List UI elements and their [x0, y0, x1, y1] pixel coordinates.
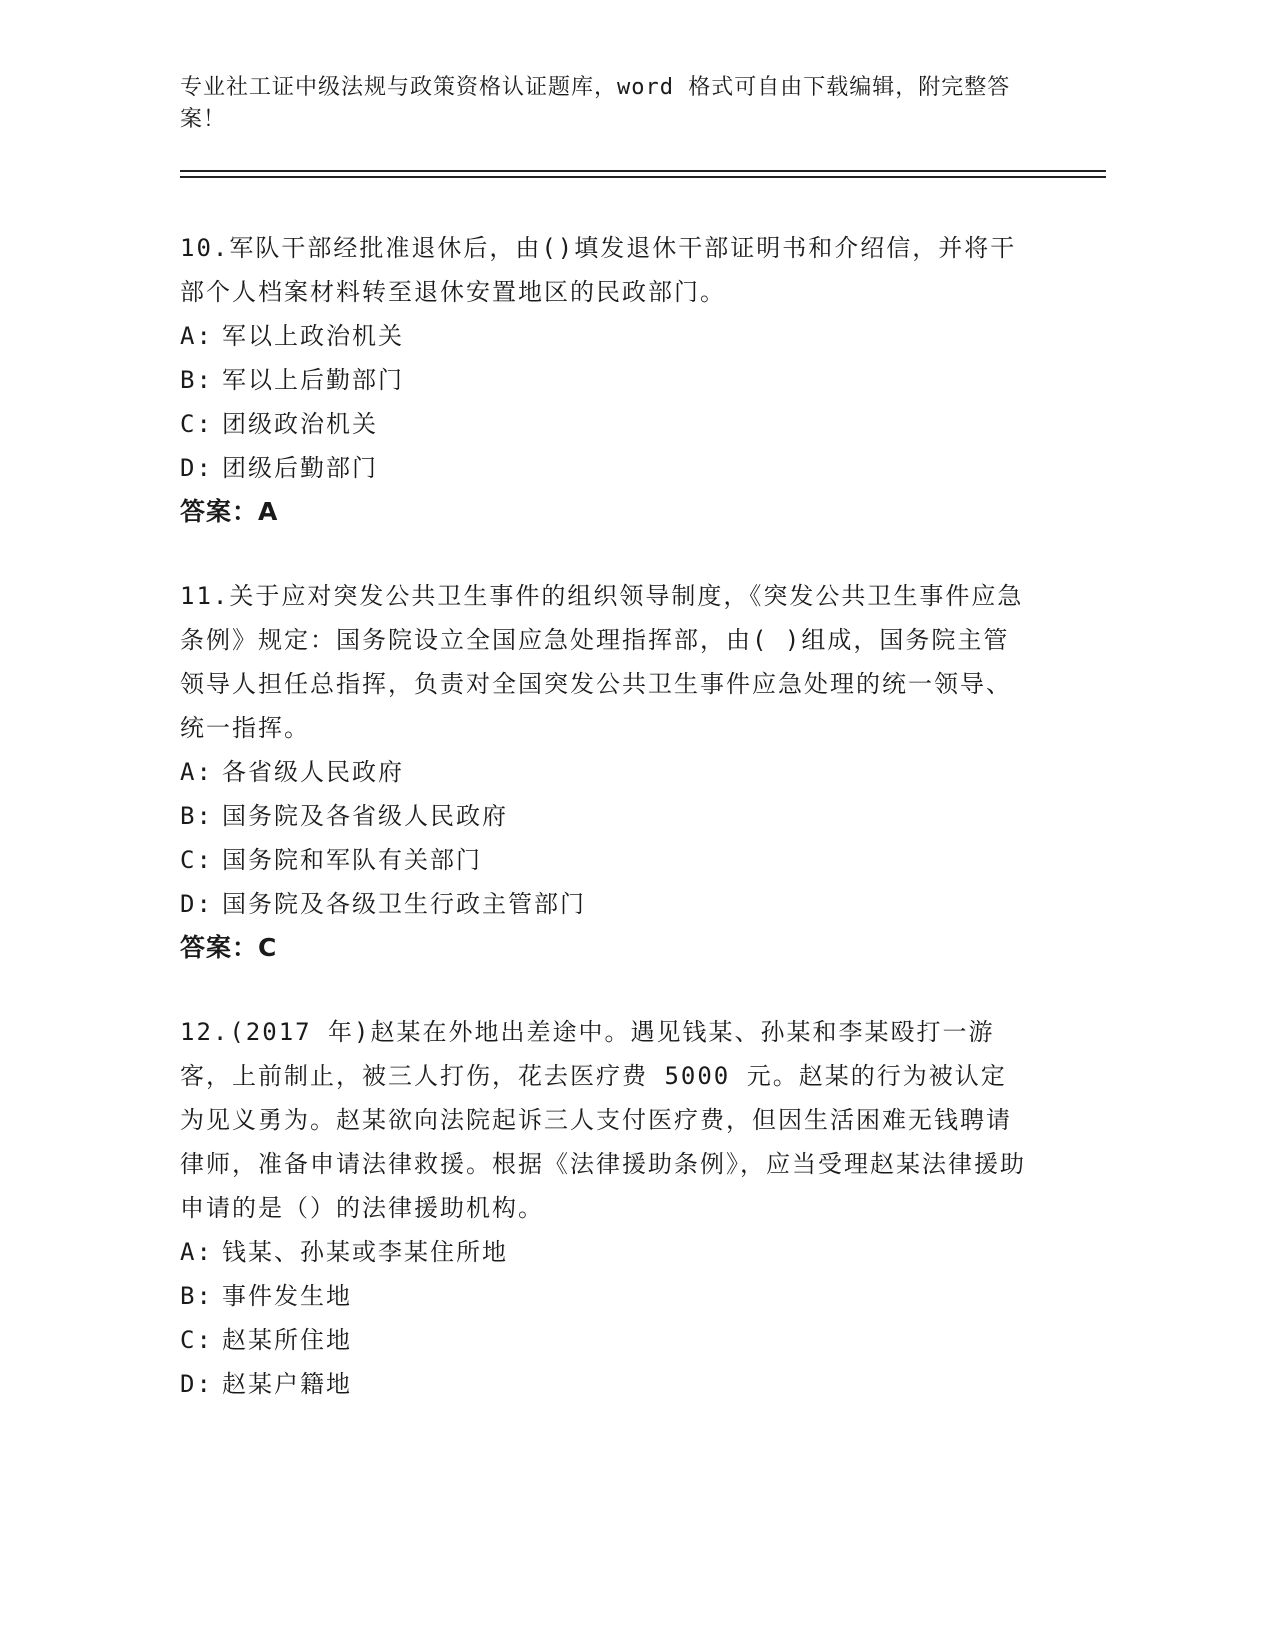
question-12 [180, 1010, 1030, 1406]
answer-label: 答案：C [180, 933, 278, 962]
option-letter: B: [180, 366, 213, 394]
option-list [180, 314, 1030, 490]
option-text: 国务院及各省级人民政府 [222, 802, 508, 830]
option-letter: B: [180, 802, 213, 830]
header-divider-bottom [180, 176, 1106, 178]
question-stem: 10.军队干部经批准退休后，由()填发退休干部证明书和介绍信，并将干部个人档案材料转至退休安置地区的民政部门。 [180, 234, 1017, 306]
option-text: 团级后勤部门 [222, 454, 378, 482]
option-text: 事件发生地 [222, 1282, 352, 1310]
header-divider-top [180, 170, 1106, 172]
option-letter: C: [180, 846, 213, 874]
option-text: 钱某、孙某或李某住所地 [222, 1238, 508, 1266]
option-text: 国务院和军队有关部门 [222, 846, 482, 874]
option-letter: A: [180, 1238, 213, 1266]
option-b [180, 794, 1030, 838]
option-c [180, 1318, 1030, 1362]
option-text: 团级政治机关 [222, 410, 378, 438]
option-b [180, 1274, 1030, 1318]
option-text: 军以上政治机关 [222, 322, 404, 350]
option-letter: A: [180, 322, 213, 350]
option-a [180, 750, 1030, 794]
option-c [180, 838, 1030, 882]
option-text: 赵某户籍地 [222, 1370, 352, 1398]
option-a [180, 314, 1030, 358]
option-letter: D: [180, 890, 213, 918]
option-letter: C: [180, 1326, 213, 1354]
option-letter: A: [180, 758, 213, 786]
option-text: 国务院及各级卫生行政主管部门 [222, 890, 586, 918]
option-d [180, 446, 1030, 490]
option-a [180, 1230, 1030, 1274]
question-stem: 11.关于应对突发公共卫生事件的组织领导制度，《突发公共卫生事件应急条例》规定：国务院设立全国应急处理指挥部，由( )组成，国务院主管领导人担任总指挥，负责对全国突发公共卫生事件应急处理的统一领导、统一指挥。 [180, 582, 1024, 742]
option-text: 各省级人民政府 [222, 758, 404, 786]
option-letter: D: [180, 1370, 213, 1398]
option-letter: C: [180, 410, 213, 438]
option-d [180, 882, 1030, 926]
question-10 [180, 226, 1030, 534]
option-c [180, 402, 1030, 446]
option-letter: D: [180, 454, 213, 482]
option-letter: B: [180, 1282, 213, 1310]
document-header: 专业社工证中级法规与政策资格认证题库，word 格式可自由下载编辑，附完整答案！ [180, 75, 1011, 132]
option-b [180, 358, 1030, 402]
option-text: 赵某所住地 [222, 1326, 352, 1354]
question-stem: 12.(2017 年)赵某在外地出差途中。遇见钱某、孙某和李某殴打一游客，上前制止，被三人打伤，花去医疗费 5000 元。赵某的行为被认定为见义勇为。赵某欲向法院起诉三人支付医疗费，但因生活困难无钱聘请律师，准备申请法律救援。根据《法律援助条例》，应当受理赵某法律援助申请的是（）的法律援助机构。 [180, 1018, 1026, 1222]
option-text: 军以上后勤部门 [222, 366, 404, 394]
option-list [180, 1230, 1030, 1406]
question-11 [180, 574, 1030, 970]
option-d [180, 1362, 1030, 1406]
answer-label: 答案：A [180, 497, 279, 526]
option-list [180, 750, 1030, 926]
